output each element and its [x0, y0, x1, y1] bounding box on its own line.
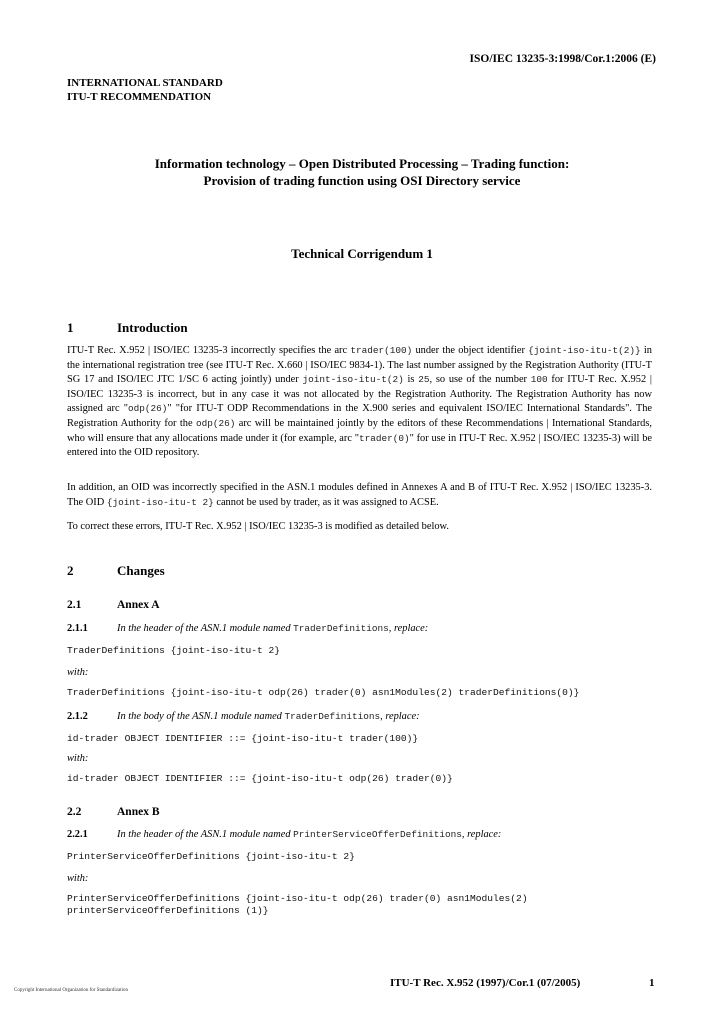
document-id: ISO/IEC 13235-3:1998/Cor.1:2006 (E): [469, 53, 656, 65]
section-2-1-1-number: 2.1.1: [67, 623, 88, 634]
with-label-1: with:: [67, 667, 89, 678]
page-number: 1: [649, 977, 655, 989]
code-printer-header-new-line-2: printerServiceOfferDefinitions (1)}: [67, 905, 269, 916]
section-2-1-heading: Annex A: [117, 599, 160, 611]
intro-paragraph-2: In addition, an OID was incorrectly specified in the ASN.1 modules defined in Annexes A and B of ITU-T Rec. X.952 | ISO/IEC 13235-3. The OID {joint-iso-itu-t 2} cannot be used by trader, as it was assigned to ACSE.: [67, 482, 652, 508]
section-1-number: 1: [67, 320, 74, 335]
title-line-2: Provision of trading function using OSI Directory service: [203, 173, 521, 188]
designation-line-2: ITU-T RECOMMENDATION: [67, 91, 212, 103]
section-2-1-2-number: 2.1.2: [67, 711, 88, 722]
section-2-1-2-instruction: In the body of the ASN.1 module named TraderDefinitions, replace:: [117, 711, 420, 722]
section-2-2-heading: Annex B: [117, 806, 160, 818]
intro-paragraph-1: ITU-T Rec. X.952 | ISO/IEC 13235-3 incorrectly specifies the arc trader(100) under the object identifier {joint-iso-itu-t(2)} in the international registration tree (see ITU-T Rec. X.660 | ISO/IEC 9834-1). The last number assigned by the Registration Authority (ITU-T SG 17 and ISO/IEC JTC 1/SC 6 acting jointly) under joint-iso-itu-t(2) is 25, so use of the number 100 for ITU-T Rec. X.952 | ISO/IEC 13235-3 is incorrect, but in any case it was not allocated by the Registration Authority. The Registration Authority has now assigned arc "odp(26)" "for ITU-T ODP Recommendations in the X.900 series and equivalent ISO/IEC International Standards". The Registration Authority for the odp(26) arc will be maintained jointly by the editors of these Recommendations | International Standards, who will ensure that any allocations made under it (for example, arc "trader(0)" for use in ITU-T Rec. X.952 | ISO/IEC 13235-3) will be entered into the OID repository.: [67, 345, 652, 459]
subtitle: Technical Corrigendum 1: [291, 246, 433, 261]
with-label-2: with:: [67, 753, 89, 764]
section-2-1-1-instruction: In the header of the ASN.1 module named TraderDefinitions, replace:: [117, 623, 429, 634]
section-2-1-number: 2.1: [67, 599, 82, 611]
code-printer-header-new-line-1: PrinterServiceOfferDefinitions {joint-iso-itu-t odp(26) trader(0) asn1Modules(2): [67, 893, 528, 904]
with-label-3: with:: [67, 873, 89, 884]
code-trader-header-old: TraderDefinitions {joint-iso-itu-t 2}: [67, 645, 281, 656]
intro-paragraph-3: To correct these errors, ITU-T Rec. X.952 | ISO/IEC 13235-3 is modified as detailed below.: [67, 521, 449, 532]
copyright-notice: Copyright International Organization for Standardization: [14, 988, 129, 993]
section-2-2-number: 2.2: [67, 806, 82, 818]
code-id-trader-old: id-trader OBJECT IDENTIFIER ::= {joint-iso-itu-t trader(100)}: [67, 733, 419, 744]
section-1-heading: Introduction: [117, 320, 188, 335]
title-line-1: Information technology – Open Distributed Processing – Trading function:: [154, 156, 570, 171]
designation-line-1: INTERNATIONAL STANDARD: [67, 77, 223, 89]
footer-reference: ITU-T Rec. X.952 (1997)/Cor.1 (07/2005): [390, 977, 581, 989]
code-id-trader-new: id-trader OBJECT IDENTIFIER ::= {joint-iso-itu-t odp(26) trader(0)}: [67, 773, 453, 784]
code-printer-header-old: PrinterServiceOfferDefinitions {joint-iso-itu-t 2}: [67, 851, 355, 862]
section-2-2-1-number: 2.2.1: [67, 829, 88, 840]
section-2-number: 2: [67, 563, 74, 578]
section-2-2-1-instruction: In the header of the ASN.1 module named PrinterServiceOfferDefinitions, replace:: [117, 829, 502, 840]
code-trader-header-new: TraderDefinitions {joint-iso-itu-t odp(26) trader(0) asn1Modules(2) traderDefinitions(0)}: [67, 687, 580, 698]
section-2-heading: Changes: [117, 563, 165, 578]
